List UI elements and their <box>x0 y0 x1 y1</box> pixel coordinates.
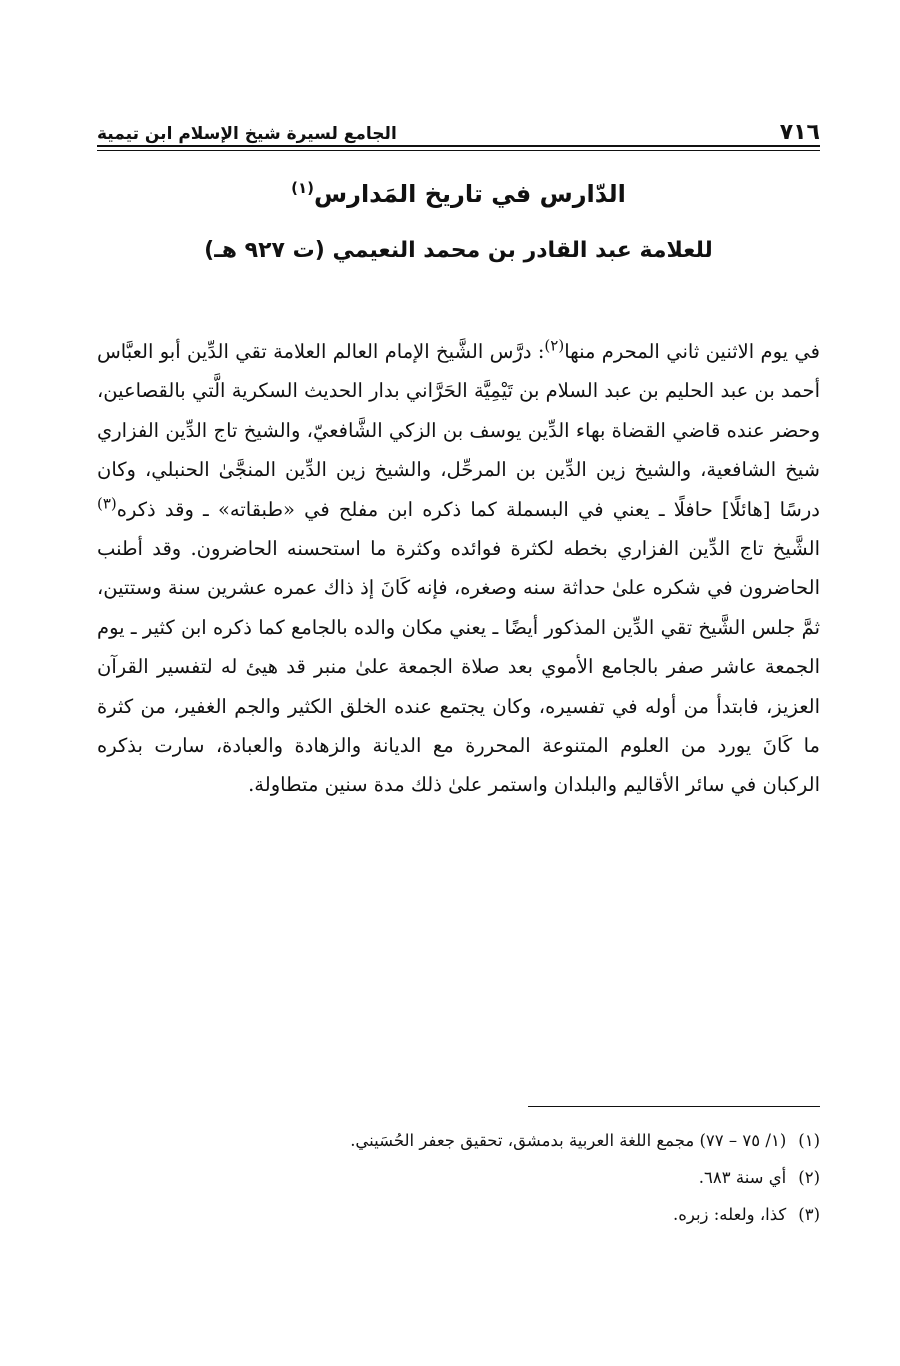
article-title-text: الدّارس في تاريخ المَدارس <box>314 180 626 208</box>
footnote-3 <box>97 1196 820 1233</box>
footnotes-list <box>97 1122 820 1233</box>
footnote-2 <box>97 1159 820 1196</box>
body-paragraph <box>97 332 820 805</box>
footnote-text: (١/ ٧٥ – ٧٧) مجمع اللغة العربية بدمشق، تحقيق جعفر الحُسَيني. <box>350 1131 787 1150</box>
footnote-text: كذا، ولعله: زبره. <box>672 1205 787 1224</box>
footnote-ref-1: (١) <box>291 179 315 197</box>
footnote-1 <box>97 1122 820 1159</box>
header-rule <box>97 145 820 147</box>
footnote-number: (١) <box>798 1131 820 1150</box>
footnote-number: (٢) <box>798 1168 820 1187</box>
header-rule-thin <box>97 150 820 151</box>
article-title <box>97 176 820 212</box>
running-title: الجامع لسيرة شيخ الإسلام ابن تيمية <box>97 124 397 144</box>
footnote-ref-3: (٣) <box>97 494 117 513</box>
footnote-ref-2: (٢) <box>544 336 565 355</box>
footnote-text: أي سنة ٦٨٣. <box>698 1168 787 1187</box>
running-header <box>97 110 820 146</box>
footnote-separator <box>528 1106 820 1107</box>
page-number: ٧١٦ <box>779 120 820 145</box>
footnote-number: (٣) <box>798 1205 820 1224</box>
body-text-part-1: في يوم الاثنين ثاني المحرم منها <box>564 340 820 363</box>
body-text-part-3: الشَّيخ تاج الدِّين الفزاري بخطه لكثرة فوائده وكثرة ما استحسنه الحاضرون. وقد أطنب الحاضرون في شكره علىٰ حداثة سنه وصغره، فإنه كَانَ إذ ذاك عمره عشرين سنة وستتين، ثمَّ جلس الشَّيخ تقي الدِّين المذكور أيضًا ـ يعني مكان والده بالجامع كما ذكره ابن كثير ـ يوم الجمعة عاشر صفر بالجامع الأموي بعد صلاة الجمعة علىٰ منبر قد هيئ له لتفسير القرآن العزيز، فابتدأ من أوله في تفسيره، وكان يجتمع عنده الخلق الكثير والجم الغفير، من كثرة ما كَانَ يورد من العلوم المتنوعة المحررة مع الديانة والزهادة والعبادة، سارت بذكره الركبان في سائر الأقاليم والبلدان واستمر علىٰ ذلك مدة سنين متطاولة. <box>97 537 820 797</box>
body-text-part-2: : درَّس الشَّيخ الإمام العالم العلامة تقي الدِّين أبو العبَّاس أحمد بن عبد الحليم بن عبد السلام بن تَيْمِيَّة الحَرَّاني بدار الحديث السكرية الَّتي بالقصاعين، وحضر عنده قاضي القضاة بهاء الدِّين يوسف بن الزكي الشَّافعيّ، والشيخ تاج الدِّين الفزاري شيخ الشافعية، والشيخ زين الدِّين بن المرحِّل، والشيخ زين الدِّين المنجَّىٰ الحنبلي، وكان درسًا [هائلًا] حافلًا ـ يعني في البسملة كما ذكره ابن مفلح في «طبقاته» ـ وقد ذكره <box>97 340 820 521</box>
article-subtitle: للعلامة عبد القادر بن محمد النعيمي (ت ٩٢٧ هـ) <box>204 238 713 263</box>
